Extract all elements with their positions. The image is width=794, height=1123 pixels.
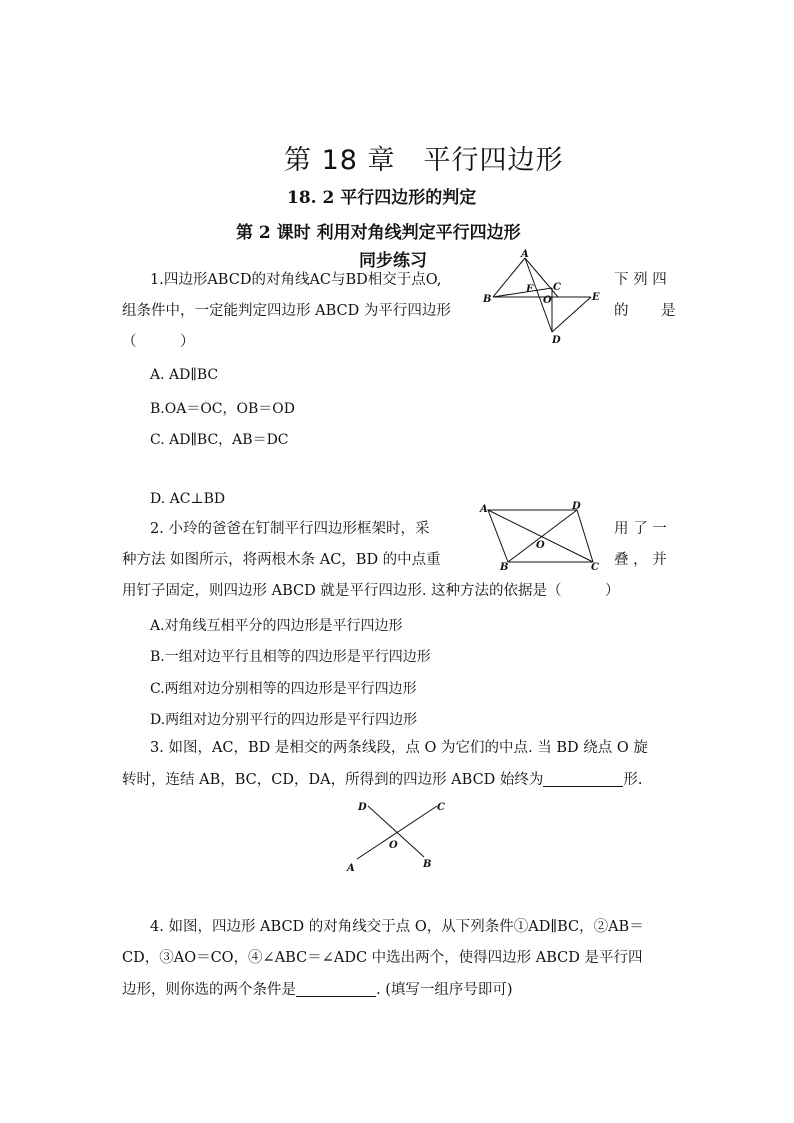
q1-answer-paren: （ ） xyxy=(122,334,195,350)
q1-line-de xyxy=(552,297,591,332)
chapter-title: 第 18 章 平行四边形 xyxy=(284,145,564,176)
q3-line2 xyxy=(122,772,643,788)
q2-line1-right: 用 了 一 xyxy=(614,521,667,537)
q2-line2: 种方法 如图所示，将两根木条 AC，BD 的中点重 xyxy=(122,552,441,568)
q1-label-d: D xyxy=(552,335,561,344)
q4-line3-before: 边形，则你选的两个条件是 xyxy=(122,982,296,998)
q1-line1-right: 下 列 四 xyxy=(614,272,667,288)
lesson-title: 第 2 课时 利用对角线判定平行四边形 xyxy=(236,223,521,243)
q1-option-a: A. AD∥BC xyxy=(150,367,219,383)
section-title: 18. 2 平行四边形的判定 xyxy=(287,188,477,208)
q2-line2-right: 叠 ， 并 xyxy=(614,552,667,568)
q3-label-b: B xyxy=(423,859,432,870)
practice-title: 同步练习 xyxy=(359,251,427,271)
q1-label-e: E xyxy=(592,292,600,303)
q3-answer-blank[interactable] xyxy=(543,772,623,787)
q1-line2-right-a: 的 xyxy=(614,303,629,319)
q2-option-a: A.对角线互相平分的四边形是平行四边形 xyxy=(150,618,403,634)
q2-label-a: A xyxy=(480,504,488,515)
q2-diagonal-bd xyxy=(508,510,577,562)
q1-line2-right-b: 是 xyxy=(661,303,676,319)
q1-line1: 1.四边形ABCD的对角线AC与BD相交于点O, xyxy=(150,272,442,288)
q1-label-o: O xyxy=(543,295,552,306)
q3-line2-before: 转时，连结 AB，BC，CD，DA，所得到的四边形 ABCD 始终为 xyxy=(122,772,544,788)
q1-figure xyxy=(480,248,610,344)
q3-figure xyxy=(340,796,450,876)
q2-figure xyxy=(478,500,606,572)
q4-line2: CD，③AO＝CO，④∠ABC＝∠ADC 中选出两个，使得四边形 ABCD 是平行四 xyxy=(122,950,643,966)
q2-option-b: B.一组对边平行且相等的四边形是平行四边形 xyxy=(150,649,431,665)
q4-line3-after: . (填写一组序号即可) xyxy=(376,982,513,998)
q1-line-ab xyxy=(493,258,525,297)
q2-option-c: C.两组对边分别相等的四边形是平行四边形 xyxy=(150,681,417,697)
q1-label-f: F xyxy=(526,284,534,295)
q1-option-d: D. AC⊥BD xyxy=(150,491,226,507)
q2-label-b: B xyxy=(500,562,509,572)
q3-label-c: C xyxy=(437,802,445,813)
q2-label-d: D xyxy=(572,501,581,512)
q3-label-d: D xyxy=(358,802,367,813)
q1-label-a: A xyxy=(521,249,529,260)
q1-label-b: B xyxy=(483,294,492,305)
q2-label-o: O xyxy=(536,540,545,551)
q3-label-o: O xyxy=(389,840,398,851)
q4-line1: 4. 如图，四边形 ABCD 的对角线交于点 O，从下列条件①AD∥BC，②AB＝ xyxy=(150,919,644,935)
q2-line1: 2. 小玲的爸爸在钉制平行四边形框架时，采 xyxy=(150,521,430,537)
q3-line2-after: 形. xyxy=(623,772,643,788)
q2-label-c: C xyxy=(591,562,599,572)
q1-label-c: C xyxy=(553,282,561,293)
q1-option-b: B.OA＝OC，OB＝OD xyxy=(150,401,295,417)
q3-label-a: A xyxy=(347,863,355,874)
q1-line2: 组条件中，一定能判定四边形 ABCD 为平行四边形 xyxy=(122,303,451,319)
q2-line3: 用钉子固定，则四边形 ABCD 就是平行四边形. 这种方法的依据是（ ） xyxy=(122,583,620,599)
q2-option-d: D.两组对边分别平行的四边形是平行四边形 xyxy=(150,712,418,728)
q1-option-c: C. AD∥BC，AB＝DC xyxy=(150,432,289,448)
q4-line3 xyxy=(122,982,513,998)
q3-line1: 3. 如图，AC，BD 是相交的两条线段，点 O 为它们的中点. 当 BD 绕点 O 旋 xyxy=(150,740,648,756)
q4-answer-blank[interactable] xyxy=(296,982,376,997)
q2-diagonal-ac xyxy=(488,510,593,562)
